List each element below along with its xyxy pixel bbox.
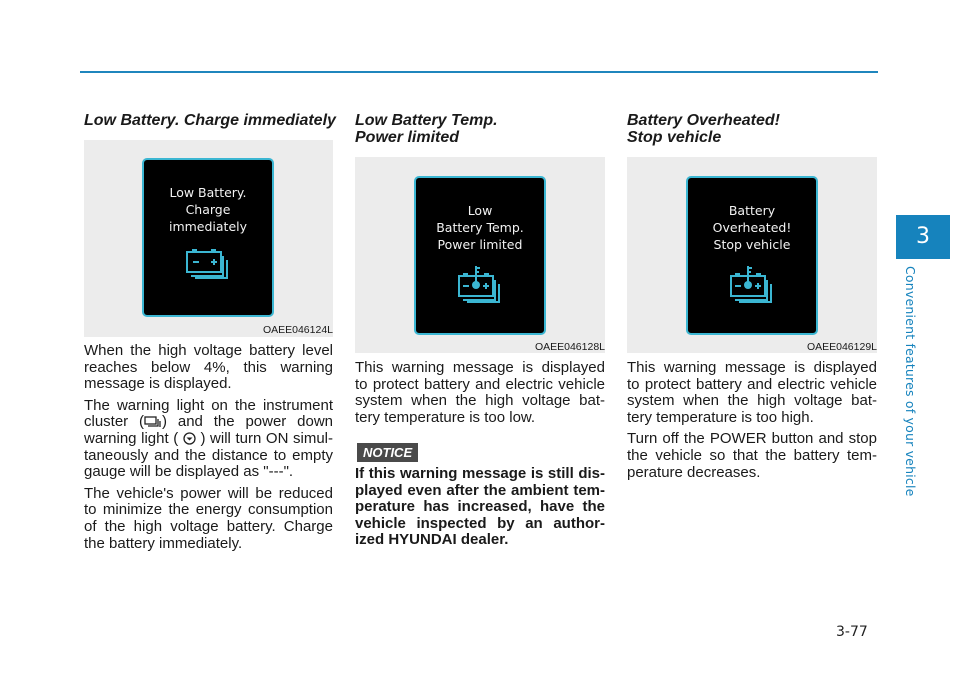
text-line: to protect battery and electric vehicle [627, 375, 877, 393]
text-line: If this warning message is still dis- [355, 465, 605, 482]
panel-line: Stop vehicle [713, 237, 791, 252]
text-fragment: ) and the power down [162, 413, 334, 431]
column-1-body [84, 343, 333, 557]
text-line: reaches below 4%, this warning [84, 358, 333, 376]
battery-temperature-icon [729, 264, 775, 304]
text-line: system when the high voltage bat- [627, 392, 877, 410]
text-line: the battery immediately. [84, 534, 243, 552]
paragraph [84, 343, 333, 393]
panel-line: Low Battery. [169, 185, 247, 200]
panel-message [144, 184, 272, 235]
paragraph [84, 398, 333, 481]
text-line: This warning message is displayed [627, 359, 877, 376]
figure-battery-overheated [627, 157, 877, 353]
text-line: ized HYUNDAI dealer. [355, 531, 509, 549]
text-line: perature decreases. [627, 463, 761, 481]
text-line [84, 414, 333, 431]
section-heading-battery-overheated [627, 112, 780, 146]
heading-line: Low Battery. Charge immediately [84, 112, 336, 129]
power-down-icon [183, 432, 196, 445]
panel-line: Battery [728, 203, 776, 218]
paragraph [627, 431, 877, 481]
text-line: to minimize the energy consumption [84, 501, 333, 519]
text-line: played even after the ambient tem- [355, 481, 605, 499]
text-fragment: cluster ( [84, 413, 145, 431]
text-line: tery temperature is too high. [627, 408, 814, 426]
text-line [84, 431, 333, 448]
header-rule [80, 71, 878, 73]
text-line: tery temperature is too low. [355, 408, 536, 426]
text-line: When the high voltage battery level [84, 342, 333, 359]
display-panel [414, 176, 546, 335]
panel-line: immediately [168, 219, 248, 234]
battery-icon [185, 248, 231, 280]
text-line: the vehicle so that the battery tem- [627, 446, 877, 464]
figure-low-battery [84, 140, 333, 337]
text-line: of the high voltage battery. Charge [84, 517, 333, 535]
chapter-title: Convenient features of your vehicle [903, 266, 918, 497]
page-number: 3-77 [836, 624, 868, 640]
text-line: taneously and the distance to empty [84, 446, 333, 464]
section-heading-low-battery [84, 112, 336, 129]
paragraph [355, 360, 605, 426]
heading-line: Battery Overheated! [627, 112, 780, 129]
battery-warning-icon [144, 414, 162, 428]
figure-caption: OAEE046124L [262, 324, 333, 336]
notice-text [355, 466, 605, 549]
text-fragment: warning light ( [84, 429, 179, 447]
panel-line: Overheated! [712, 220, 792, 235]
column-2-body [355, 360, 605, 431]
figure-caption: OAEE046128L [534, 341, 605, 353]
display-panel [686, 176, 818, 335]
display-panel [142, 158, 274, 317]
panel-line: Charge [185, 202, 231, 217]
text-line: system when the high voltage bat- [355, 392, 605, 410]
heading-line: Low Battery Temp. [355, 112, 498, 129]
text-line: vehicle inspected by an author- [355, 514, 605, 532]
text-line: gauge will be displayed as "---". [84, 463, 294, 481]
text-line: to protect battery and electric vehicle [355, 375, 605, 393]
column-3-body [627, 360, 877, 486]
paragraph [84, 486, 333, 552]
section-heading-low-battery-temp [355, 112, 498, 146]
panel-line: Power limited [437, 237, 523, 252]
figure-low-battery-temp [355, 157, 605, 353]
heading-line: Stop vehicle [627, 129, 722, 146]
paragraph [627, 360, 877, 426]
notice-badge: NOTICE [357, 443, 418, 462]
text-line: The warning light on the instrument [84, 396, 333, 414]
heading-line: Power limited [355, 129, 460, 146]
panel-line: Battery Temp. [436, 220, 524, 235]
panel-line: Low [467, 203, 493, 218]
text-line: message is displayed. [84, 375, 232, 393]
panel-message [416, 202, 544, 253]
text-line: perature has increased, have the [355, 498, 605, 516]
text-line: This warning message is displayed [355, 359, 605, 376]
battery-temperature-icon [457, 264, 503, 304]
text-line: The vehicle's power will be reduced [84, 484, 333, 502]
panel-message [688, 202, 816, 253]
text-fragment: ) will turn ON simul- [200, 429, 334, 447]
chapter-tab: 3 [896, 215, 950, 259]
figure-caption: OAEE046129L [806, 341, 877, 353]
text-line: Turn off the POWER button and stop [627, 430, 877, 448]
